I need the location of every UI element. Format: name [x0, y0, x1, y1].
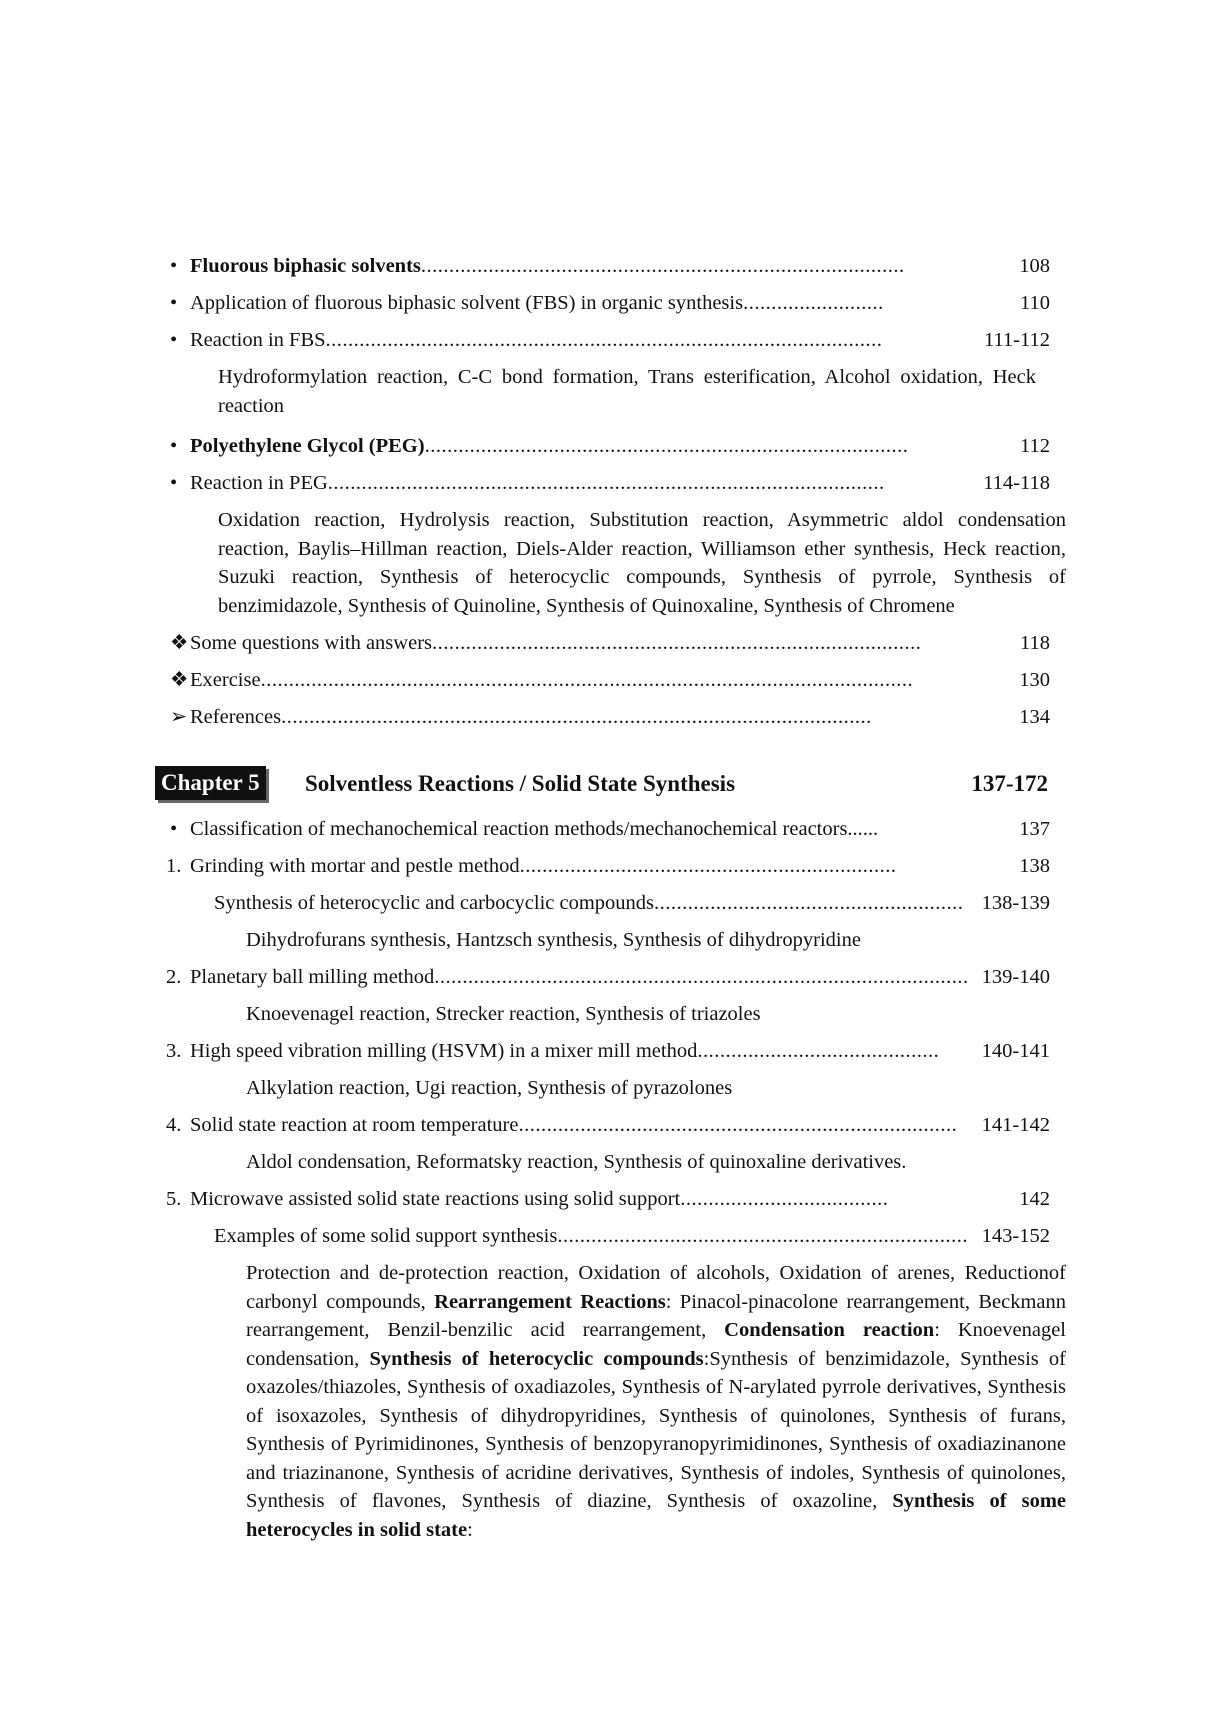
bullet-icon: •: [170, 818, 178, 840]
toc-entry-label: Synthesis of heterocyclic and carbocyclic compounds: [214, 892, 655, 914]
page-number: 143-152: [981, 1225, 1050, 1247]
toc-entry-label: Grinding with mortar and pestle method: [190, 855, 520, 877]
list-number: 5.: [166, 1188, 182, 1210]
page-number: 139-140: [981, 966, 1050, 988]
toc-entry-label: Reaction in FBS: [190, 329, 326, 351]
leader-dots: .....................................: [680, 1188, 889, 1210]
toc-entry-classification: [170, 815, 1050, 843]
bullet-icon: •: [170, 435, 178, 457]
page-number: 112: [1020, 435, 1050, 457]
examples-text: :Synthesis of benzimidazole, Synthesis of oxazoles/thiazoles, Synthesis of oxadiazoles, Synthesis of N-arylated pyrrole derivatives, Synthesis of isoxazoles, Synthesis of dihydropyridines, Synthesis of quinolones, Synthesis of furans, Synthesis of Pyrimidinones, Synthesis of benzopyranopyrimidinones, Synthesis of oxadiazinanone and triazinanone, Synthesis of acridine derivatives, Synthesis of indoles, Synthesis of quinolones, Synthesis of flavones, Synthesis of diazine, Synthesis of oxazoline,: [246, 1347, 1066, 1512]
leader-dots: .......................................................................................: [432, 632, 922, 654]
leader-dots: .........................: [743, 292, 884, 314]
leader-dots: ..............................................................................: [518, 1114, 958, 1136]
leader-dots: ...........................................: [697, 1040, 940, 1062]
page-number: 141-142: [981, 1114, 1050, 1136]
ball-milling-detail: Knoevenagel reaction, Strecker reaction, Synthesis of triazoles: [246, 1003, 761, 1025]
toc-entry-label: Solid state reaction at room temperature: [190, 1114, 519, 1136]
chapter-page-range: 137-172: [971, 771, 1048, 796]
toc-entry-label: References: [190, 706, 282, 728]
leader-dots: ...................................................................: [519, 855, 897, 877]
toc-entry-label: Application of fluorous biphasic solvent (FBS) in organic synthesis: [190, 292, 744, 314]
bullet-icon: •: [170, 329, 178, 351]
toc-entry-questions: [170, 629, 1050, 657]
toc-entry-method-4: [166, 1111, 1050, 1139]
toc-entry-label: Microwave assisted solid state reactions using solid support: [190, 1188, 681, 1210]
toc-entry-label: Examples of some solid support synthesis: [214, 1225, 558, 1247]
toc-entry-method-2: [166, 963, 1050, 991]
hsvm-detail: Alkylation reaction, Ugi reaction, Synthesis of pyrazolones: [246, 1077, 733, 1099]
list-number: 4.: [166, 1114, 182, 1136]
arrow-bullet-icon: ➢: [170, 706, 188, 728]
page-number: 110: [1020, 292, 1050, 314]
leader-dots: ...............................................................................................: [434, 966, 969, 988]
page-number: 137: [1019, 818, 1050, 840]
examples-text: : Pinacol-pinacolone rearrangement, Beckmann rearrangement, Benzil-benzilic acid rearrangement,: [246, 1290, 1066, 1341]
page-number: 114-118: [983, 472, 1050, 494]
bullet-icon: •: [170, 472, 178, 494]
list-number: 3.: [166, 1040, 182, 1062]
diamond-bullet-icon: ❖: [170, 632, 189, 654]
toc-entry-label: Exercise: [190, 669, 261, 691]
toc-entry-label: Reaction in PEG: [190, 472, 328, 494]
toc-entry-label: Classification of mechanochemical reaction methods/mechanochemical reactors......: [190, 818, 879, 840]
list-number: 2.: [166, 966, 182, 988]
toc-entry-label: Polyethylene Glycol (PEG): [190, 435, 425, 457]
leader-dots: ....................................................................................................................: [260, 669, 914, 691]
examples-text: :: [467, 1518, 473, 1541]
toc-entry-references: [170, 703, 1050, 731]
toc-entry-method-1: [166, 852, 1050, 880]
list-number: 1.: [166, 855, 182, 877]
page-number: 111-112: [983, 329, 1050, 351]
leader-dots: ...................................................................................................: [327, 472, 885, 494]
leader-dots: ......................................................................................: [420, 255, 905, 277]
peg-reactions-list: Oxidation reaction, Hydrolysis reaction, Substitution reaction, Asymmetric aldol condensation reaction, Baylis–Hillman reaction, Diels-Alder reaction, Williamson ether synthesis, Heck reaction, Suzuki reaction, Synthesis of heterocyclic compounds, Synthesis of pyrrole, Synthesis of benzimidazole, Synthesis of Quinoline, Synthesis of Quinoxaline, Synthesis of Chromene: [218, 509, 1066, 617]
fbs-reactions-list: Hydroformylation reaction, C-C bond formation, Trans esterification, Alcohol oxidation, Heck reaction: [218, 366, 1036, 417]
leader-dots: .........................................................................: [557, 1225, 968, 1247]
toc-entry-method-5: [166, 1185, 1050, 1213]
toc-entry-reaction-fbs: [170, 326, 1050, 354]
bullet-icon: •: [170, 292, 178, 314]
leader-dots: ......................................................................................: [424, 435, 909, 457]
toc-entry-label: Some questions with answers: [190, 632, 432, 654]
page-number: 134: [1019, 706, 1050, 728]
examples-heading: Condensation reaction: [724, 1319, 935, 1341]
toc-entry-label: Fluorous biphasic solvents: [190, 255, 421, 277]
toc-entry-label: High speed vibration milling (HSVM) in a mixer mill method: [190, 1040, 698, 1062]
toc-entry-reaction-peg: [170, 469, 1050, 497]
leader-dots: ...................................................................................................: [325, 329, 883, 351]
page-number: 138: [1019, 855, 1050, 877]
toc-subentry-examples: [214, 1222, 1050, 1250]
toc-entry-label: Planetary ball milling method: [190, 966, 435, 988]
page-number: 140-141: [981, 1040, 1050, 1062]
toc-entry-fbs-application: [170, 289, 1050, 317]
diamond-bullet-icon: ❖: [170, 669, 189, 691]
examples-heading: Synthesis of some heterocycles in solid state: [246, 1490, 1067, 1541]
toc-entry-fluorous: [170, 252, 1050, 280]
chapter-badge: Chapter 5: [155, 766, 266, 800]
room-temp-detail: Aldol condensation, Reformatsky reaction, Synthesis of quinoxaline derivatives.: [246, 1151, 907, 1173]
chapter-title: Solventless Reactions / Solid State Synthesis: [305, 771, 736, 796]
page-number: 118: [1020, 632, 1050, 654]
page-number: 108: [1019, 255, 1050, 277]
leader-dots: .......................................................: [654, 892, 964, 914]
examples-heading: Synthesis of heterocyclic compounds: [369, 1347, 704, 1370]
examples-detail: [246, 1259, 1066, 1544]
bullet-icon: •: [170, 255, 178, 277]
examples-text: : Knoevenagel condensation,: [246, 1319, 1066, 1370]
heterocyclic-detail: Dihydrofurans synthesis, Hantzsch synthesis, Synthesis of dihydropyridine: [246, 929, 861, 951]
page-number: 142: [1019, 1188, 1050, 1210]
page-number: 130: [1019, 669, 1050, 691]
page-number: 138-139: [981, 892, 1050, 914]
toc-subentry-heterocyclic: [214, 889, 1050, 917]
examples-heading: Rearrangement Reactions: [434, 1290, 666, 1313]
toc-entry-peg: [170, 432, 1050, 460]
toc-entry-method-3: [166, 1037, 1050, 1065]
leader-dots: .........................................................................................................: [281, 706, 872, 728]
examples-text: Protection and de-protection reaction, Oxidation of alcohols, Oxidation of arenes, Reductionof carbonyl compounds,: [246, 1262, 1066, 1313]
toc-entry-exercise: [170, 666, 1050, 694]
